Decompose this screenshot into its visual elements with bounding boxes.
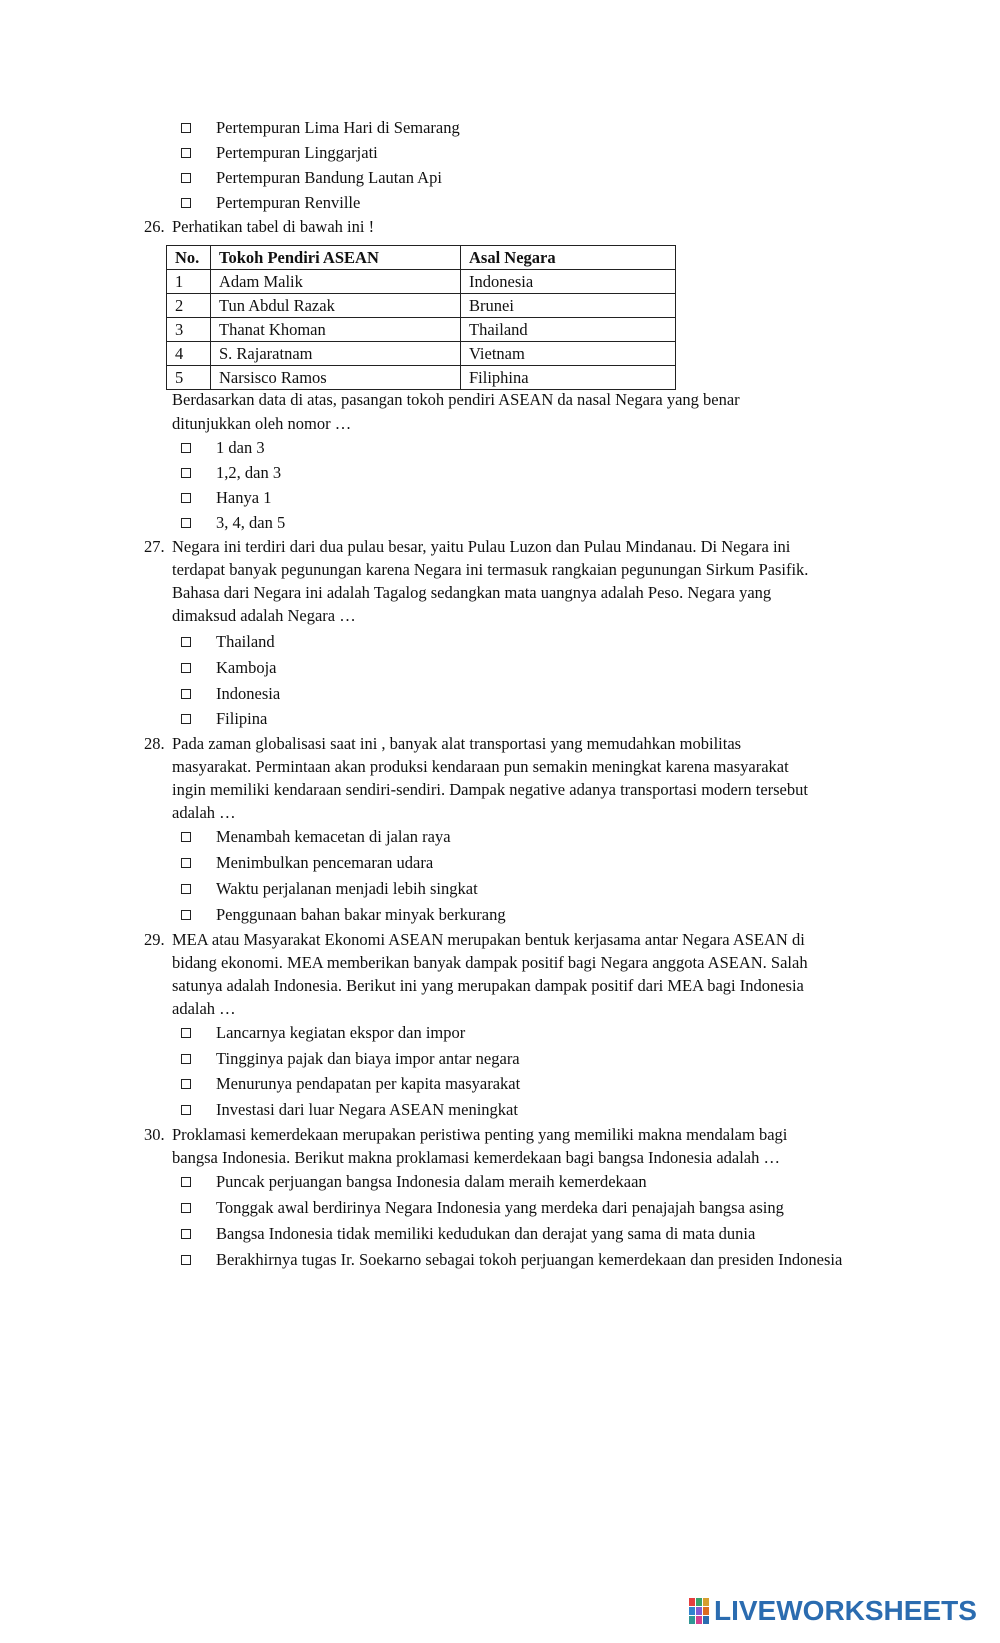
table-cell: 4 [167, 342, 211, 366]
checkbox[interactable] [181, 832, 191, 842]
checkbox[interactable] [181, 1028, 191, 1038]
checkbox[interactable] [181, 1177, 191, 1187]
option-label: 1,2, dan 3 [216, 463, 282, 482]
checkbox[interactable] [181, 714, 191, 724]
q26-prompt: Perhatikan tabel di bawah ini ! [172, 217, 375, 236]
checkbox[interactable] [181, 198, 191, 208]
table-row [167, 342, 676, 366]
checkbox[interactable] [181, 443, 191, 453]
q26-text-line: ditunjukkan oleh nomor … [172, 414, 352, 433]
table-row [167, 318, 676, 342]
q29-number: 29. [144, 930, 165, 949]
brand-name: LIVEWORKSHEETS [714, 1595, 977, 1626]
q30-number: 30. [144, 1125, 165, 1144]
table-cell: Thanat Khoman [211, 318, 461, 342]
option-label: Berakhirnya tugas Ir. Soekarno sebagai tokoh perjuangan kemerdekaan dan presiden Indonesia [216, 1250, 843, 1269]
option-label: Filipina [216, 709, 268, 728]
checkbox[interactable] [181, 1203, 191, 1213]
option-label: Indonesia [216, 684, 281, 703]
option-label: Pertempuran Renville [216, 193, 361, 212]
q29-text-line: satunya adalah Indonesia. Berikut ini yang merupakan dampak positif dari MEA bagi Indonesia [172, 976, 804, 995]
checkbox[interactable] [181, 858, 191, 868]
checkbox[interactable] [181, 1229, 191, 1239]
table-cell: 2 [167, 294, 211, 318]
checkbox[interactable] [181, 493, 191, 503]
table-header: No. [167, 246, 211, 270]
option-label: Thailand [216, 632, 275, 651]
checkbox[interactable] [181, 518, 191, 528]
table-cell: 3 [167, 318, 211, 342]
liveworksheets-logo [688, 1595, 977, 1627]
q27-text-line: Bahasa dari Negara ini adalah Tagalog sedangkan mata uangnya adalah Peso. Negara yang [172, 583, 772, 602]
liveworksheets-logo-icon [688, 1597, 710, 1625]
option-label: 1 dan 3 [216, 438, 265, 457]
option-label: Investasi dari luar Negara ASEAN meningkat [216, 1100, 518, 1119]
checkbox[interactable] [181, 173, 191, 183]
checkbox[interactable] [181, 884, 191, 894]
table-header: Tokoh Pendiri ASEAN [211, 246, 461, 270]
option-label: Menimbulkan pencemaran udara [216, 853, 434, 872]
checkbox[interactable] [181, 1105, 191, 1115]
table-cell: S. Rajaratnam [211, 342, 461, 366]
q26-number: 26. [144, 217, 165, 236]
table-row [167, 270, 676, 294]
table-header-row [167, 246, 676, 270]
table-row [167, 294, 676, 318]
checkbox[interactable] [181, 148, 191, 158]
checkbox[interactable] [181, 468, 191, 478]
option-label: Bangsa Indonesia tidak memiliki kedudukan dan derajat yang sama di mata dunia [216, 1224, 756, 1243]
option-label: Penggunaan bahan bakar minyak berkurang [216, 905, 506, 924]
table-cell: Thailand [461, 318, 676, 342]
table-cell: Filiphina [461, 366, 676, 390]
table-cell: Indonesia [461, 270, 676, 294]
q30-text-line: bangsa Indonesia. Berikut makna proklamasi kemerdekaan bagi bangsa Indonesia adalah … [172, 1148, 781, 1167]
table-cell: 5 [167, 366, 211, 390]
q27-text-line: dimaksud adalah Negara … [172, 606, 356, 625]
q27-number: 27. [144, 537, 165, 556]
option-label: Waktu perjalanan menjadi lebih singkat [216, 879, 478, 898]
option-label: Menurunya pendapatan per kapita masyarakat [216, 1074, 521, 1093]
asean-founders-table [166, 245, 676, 390]
table-cell: Tun Abdul Razak [211, 294, 461, 318]
q28-number: 28. [144, 734, 165, 753]
q29-text-line: MEA atau Masyarakat Ekonomi ASEAN merupakan bentuk kerjasama antar Negara ASEAN di [172, 930, 805, 949]
checkbox[interactable] [181, 123, 191, 133]
checkbox[interactable] [181, 1079, 191, 1089]
q28-text-line: ingin memiliki kendaraan sendiri-sendiri. Dampak negative adanya transportasi modern tersebut [172, 780, 808, 799]
q26-text-line: Berdasarkan data di atas, pasangan tokoh pendiri ASEAN da nasal Negara yang benar [172, 390, 740, 409]
checkbox[interactable] [181, 689, 191, 699]
q28-text-line: Pada zaman globalisasi saat ini , banyak alat transportasi yang memudahkan mobilitas [172, 734, 742, 753]
option-label: Pertempuran Linggarjati [216, 143, 378, 162]
option-label: Hanya 1 [216, 488, 272, 507]
option-label: Kamboja [216, 658, 277, 677]
table-cell: 1 [167, 270, 211, 294]
option-label: Menambah kemacetan di jalan raya [216, 827, 451, 846]
q29-text-line: adalah … [172, 999, 236, 1018]
q30-text-line: Proklamasi kemerdekaan merupakan peristiwa penting yang memiliki makna mendalam bagi [172, 1125, 788, 1144]
checkbox[interactable] [181, 637, 191, 647]
table-cell: Adam Malik [211, 270, 461, 294]
option-label: Pertempuran Bandung Lautan Api [216, 168, 442, 187]
option-label: Lancarnya kegiatan ekspor dan impor [216, 1023, 466, 1042]
table-cell: Brunei [461, 294, 676, 318]
checkbox[interactable] [181, 1054, 191, 1064]
q28-text-line: masyarakat. Permintaan akan produksi kendaraan pun semakin meningkat karena masyarakat [172, 757, 789, 776]
option-label: 3, 4, dan 5 [216, 513, 286, 532]
checkbox[interactable] [181, 910, 191, 920]
table-cell: Narsisco Ramos [211, 366, 461, 390]
option-label: Puncak perjuangan bangsa Indonesia dalam meraih kemerdekaan [216, 1172, 647, 1191]
option-label: Tingginya pajak dan biaya impor antar negara [216, 1049, 520, 1068]
option-label: Tonggak awal berdirinya Negara Indonesia yang merdeka dari penajajah bangsa asing [216, 1198, 784, 1217]
option-label: Pertempuran Lima Hari di Semarang [216, 118, 460, 137]
q28-text-line: adalah … [172, 803, 236, 822]
q27-text-line: terdapat banyak pegunungan karena Negara ini termasuk rangkaian pegunungan Sirkum Pasifik. [172, 560, 809, 579]
checkbox[interactable] [181, 1255, 191, 1265]
q29-text-line: bidang ekonomi. MEA memberikan banyak dampak positif bagi Negara anggota ASEAN. Salah [172, 953, 808, 972]
table-header: Asal Negara [461, 246, 676, 270]
checkbox[interactable] [181, 663, 191, 673]
table-cell: Vietnam [461, 342, 676, 366]
q27-text-line: Negara ini terdiri dari dua pulau besar, yaitu Pulau Luzon dan Pulau Mindanau. Di Negara ini [172, 537, 791, 556]
table-row [167, 366, 676, 390]
